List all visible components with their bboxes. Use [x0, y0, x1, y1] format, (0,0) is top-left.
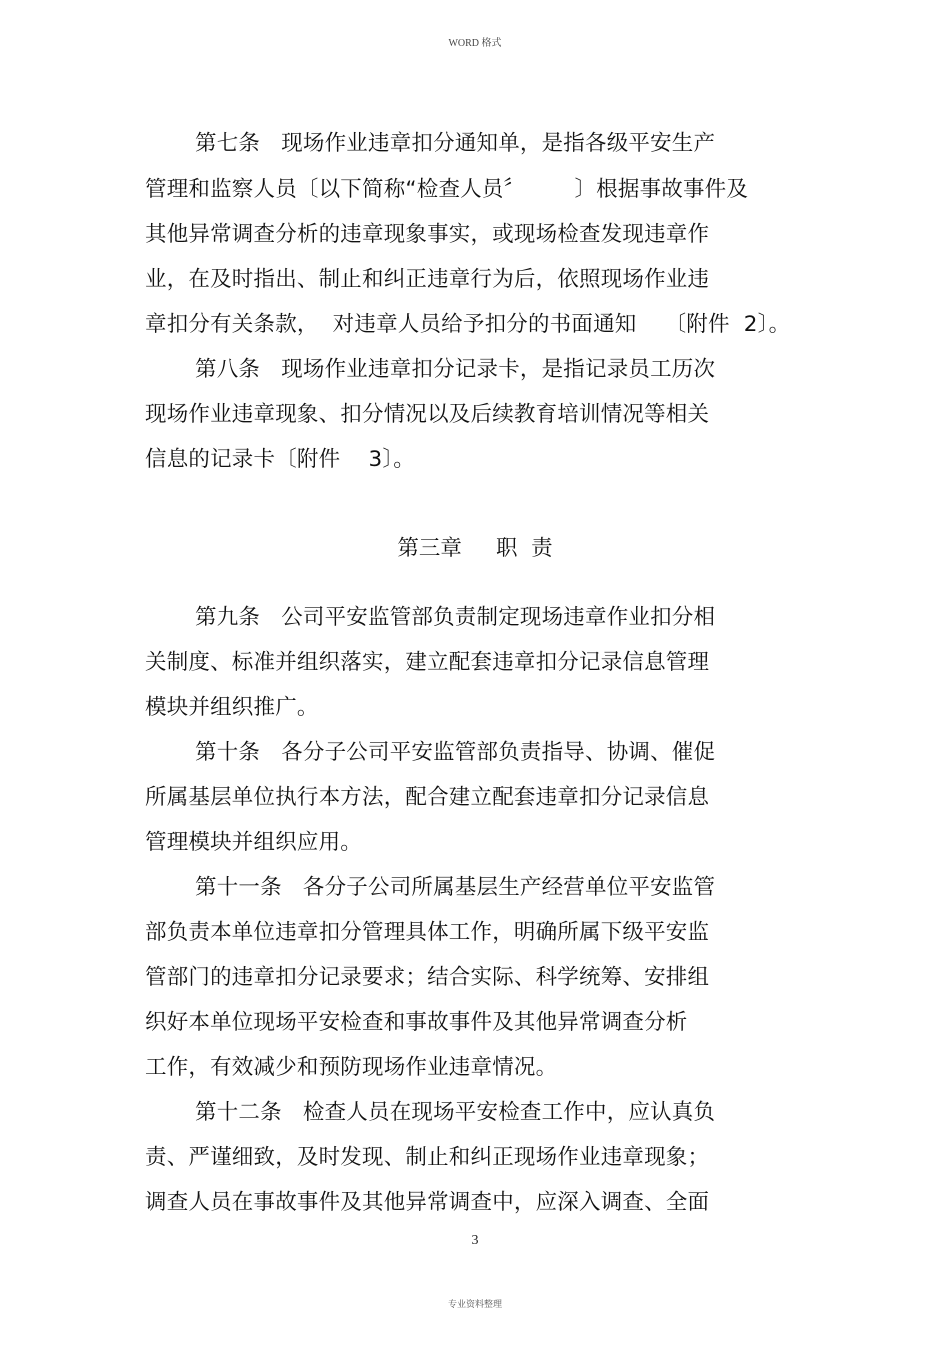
article-12-line-3: 调查人员在事故事件及其他异常调查中，应深入调查、全面: [145, 1190, 710, 1215]
article-12-line-1: 第十二条 检查人员在现场平安检查工作中，应认真负: [195, 1100, 716, 1125]
article-9-line-2: 关制度、标准并组织落实，建立配套违章扣分记录信息管理: [145, 650, 710, 675]
chapter-title: 第三章 职 责: [397, 536, 553, 561]
article-10-line-3: 管理模块并组织应用。: [145, 830, 363, 855]
article-11-line-3: 管部门的违章扣分记录要求；结合实际、科学统筹、安排组: [145, 965, 710, 990]
article-10-line-1: 第十条 各分子公司平安监管部负责指导、协调、催促: [195, 740, 716, 765]
article-12-line-2: 责、严谨细致，及时发现、制止和纠正现场作业违章现象；: [145, 1145, 710, 1170]
article-11-line-2: 部负责本单位违章扣分管理具体工作，明确所属下级平安监: [145, 920, 710, 945]
article-8-line-3: 信息的记录卡〔附件 3〕。: [145, 447, 415, 472]
article-7-line-5: 章扣分有关条款， 对违章人员给予扣分的书面通知 〔附件 2〕。: [145, 312, 791, 337]
article-7-line-2: 管理和监察人员〔以下简称“检查人员〞 〕根据事故事件及: [145, 177, 749, 202]
article-10-line-2: 所属基层单位执行本方法，配合建立配套违章扣分记录信息: [145, 785, 710, 810]
article-7-line-3: 其他异常调查分析的违章现象事实，或现场检查发现违章作: [145, 222, 710, 247]
article-9-line-3: 模块并组织推广。: [145, 695, 319, 720]
article-11-line-4: 织好本单位现场平安检查和事故事件及其他异常调查分析: [145, 1010, 688, 1035]
page-number: 3: [471, 1233, 479, 1248]
article-11-line-5: 工作，有效减少和预防现场作业违章情况。: [145, 1055, 558, 1080]
page-header: WORD 格式: [448, 38, 502, 49]
article-8-line-1: 第八条 现场作业违章扣分记录卡，是指记录员工历次: [195, 357, 716, 382]
article-9-line-1: 第九条 公司平安监管部负责制定现场违章作业扣分相: [195, 605, 716, 630]
article-11-line-1: 第十一条 各分子公司所属基层生产经营单位平安监管: [195, 875, 716, 900]
page-footer: 专业资料整理: [447, 1299, 502, 1309]
article-7-line-1: 第七条 现场作业违章扣分通知单，是指各级平安生产: [195, 131, 716, 156]
article-7-line-4: 业，在及时指出、制止和纠正违章行为后，依照现场作业违: [145, 267, 710, 292]
article-8-line-2: 现场作业违章现象、扣分情况以及后续教育培训情况等相关: [145, 402, 710, 427]
